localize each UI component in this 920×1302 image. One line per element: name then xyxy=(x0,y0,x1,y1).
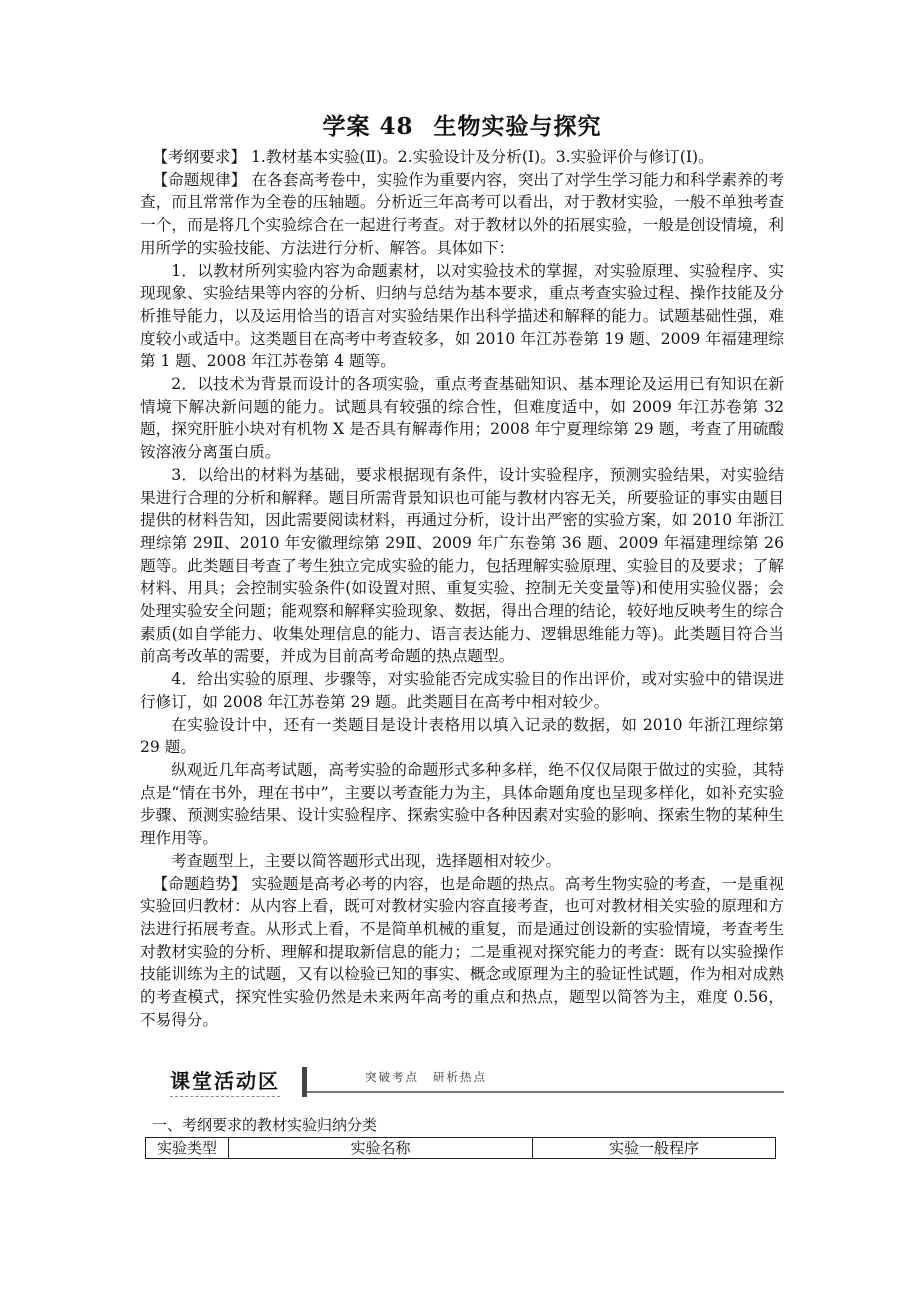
paragraph: 2．以技术为背景而设计的各项实验，重点考查基础知识、基本理论及运用已有知识在新情境下解决新问题的能力。试题具有较强的综合性，但难度适中，如 2009 年江苏卷第 32 题，探究肝脏小块对有机物 X 是否具有解毒作用；2008 年宁夏理综第 29 题，考查了用硫酸铵溶液分离蛋白质。 xyxy=(140,375,784,462)
page xyxy=(140,112,784,1159)
table-header-cell: 实验一般程序 xyxy=(533,1138,776,1159)
paragraph: 【命题趋势】 实验题是高考必考的内容，也是命题的热点。高考生物实验的考查，一是重视实验回归教材：从内容上看，既可对教材实验内容直接考查，也可对教材相关实验的原理和方法进行拓展考查。从形式上看，不是简单机械的重复，而是通过创设新的实验情境，考查考生对教材实验的分析、理解和提取新信息的能力；二是重视对探究能力的考查：既有以实验操作技能训练为主的试题，又有以检验已知的事实、概念或原理为主的验证性试题，作为相对成熟的考查模式，探究性实验仍然是未来两年高考的重点和热点，题型以简答为主，难度 0.56，不易得分。 xyxy=(140,874,784,1029)
section-title: 一、考纲要求的教材实验归纳分类 xyxy=(152,1116,378,1135)
experiment-table xyxy=(145,1137,776,1159)
paragraph: 4．给出实验的原理、步骤等，对实验能否完成实验目的作出评价，或对实验中的错误进行修订，如 2008 年江苏卷第 29 题。此类题目在高考中相对较少。 xyxy=(140,670,784,711)
paragraph: 【命题规律】 在各套高考卷中，实验作为重要内容，突出了对学生学习能力和科学素养的考查，而且常常作为全卷的压轴题。分析近三年高考可以看出，对于教材实验，一般不单独考查一个，而是将几个实验综合在一起进行考查。对于教材以外的拓展实验，一般是创设情境，利用所学的实验技能、方法进行分析、解答。具体如下： xyxy=(140,170,784,257)
paragraph: 【考纲要求】 1.教材基本实验(Ⅱ)。2.实验设计及分析(Ⅰ)。3.实验评价与修订(Ⅰ)。 xyxy=(152,148,714,166)
title-name: 生物实验与探究 xyxy=(433,113,602,140)
table-header-cell: 实验类型 xyxy=(146,1138,229,1159)
paragraph: 3．以给出的材料为基础，要求根据现有条件，设计实验程序，预测实验结果，对实验结果进行合理的分析和解释。题目所需背景知识也可能与教材内容无关，所要验证的事实由题目提供的材料告知，因此需要阅读材料，再通过分析，设计出严密的实验方案，如 2010 年浙江理综第 29Ⅱ、2010 年安徽理综第 29Ⅱ、2009 年广东卷第 36 题、2009 年福建理综第 26 题等。此类题目考查了考生独立完成实验的能力，包括理解实验原理、实验目的及要求；了解材料、用具；会控制实验条件(如设置对照、重复实验、控制无关变量等)和使用实验仪器；会处理实验安全问题；能观察和解释实验现象、数据，得出合理的结论，较好地反映考生的综合素质(如自学能力、收集处理信息的能力、语言表达能力、逻辑思维能力等)。此类题目符合当前高考改革的需要，并成为目前高考命题的热点题型。 xyxy=(140,465,784,666)
banner-logo: 课堂活动区 xyxy=(170,1069,280,1097)
banner-divider xyxy=(307,1091,784,1093)
page-title xyxy=(140,112,784,142)
paragraph: 1．以教材所列实验内容为命题素材，以对实验技术的掌握，对实验原理、实验程序、实现现象、实验结果等内容的分析、归纳与总结为基本要求，重点考查实验过程、操作技能及分析推导能力，以及运用恰当的语言对实验结果作出科学描述和解释的能力。试题基础性强，难度较小或适中。这类题目在高考中考查较多，如 2010 年江苏卷第 19 题、2009 年福建理综第 1 题、2008 年江苏卷第 4 题等。 xyxy=(140,261,784,371)
paragraph: 在实验设计中，还有一类题目是设计表格用以填入记录的数据，如 2010 年浙江理综第 29 题。 xyxy=(140,715,784,757)
section-banner xyxy=(170,1067,784,1101)
title-prefix: 学案 48 xyxy=(322,113,414,140)
banner-sub2: 研析热点 xyxy=(433,1070,487,1085)
banner-subtitle xyxy=(365,1070,501,1085)
document-body xyxy=(140,146,784,1031)
banner-sub1: 突破考点 xyxy=(365,1070,419,1085)
table-header-row xyxy=(146,1138,776,1159)
table-header-cell: 实验名称 xyxy=(229,1138,533,1159)
paragraph: 考查题型上，主要以简答题形式出现，选择题相对较少。 xyxy=(171,851,562,870)
paragraph: 纵观近几年高考试题，高考实验的命题形式多种多样，绝不仅仅局限于做过的实验，其特点是“情在书外，理在书中”，主要以考查能力为主，具体命题角度也呈现多样化，如补充实验步骤、预测实验结果、设计实验程序、探索实验中各种因素对实验的影响、探索生物的某种生理作用等。 xyxy=(140,760,784,848)
